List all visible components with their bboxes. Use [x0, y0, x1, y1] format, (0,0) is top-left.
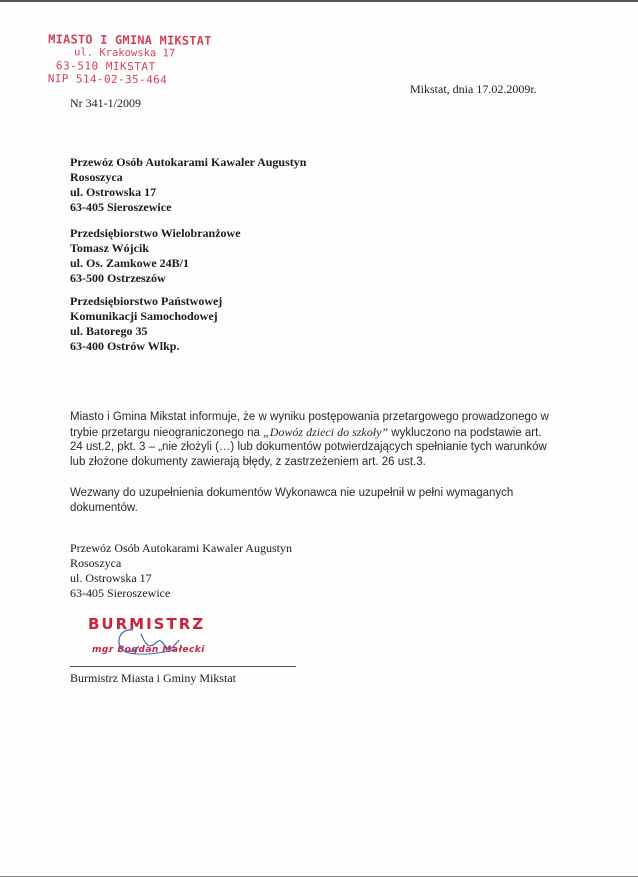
- tender-title: „Dowóz dzieci do szkoły”: [263, 424, 389, 439]
- addressee-block-1: [70, 155, 306, 215]
- signature-line: [70, 666, 296, 667]
- office-stamp: [47, 32, 212, 87]
- body-paragraph-1: [70, 410, 550, 469]
- addressee-line: Przedsiębiorstwo Wielobranżowe: [70, 226, 241, 240]
- top-edge-line: [0, 0, 638, 2]
- addressee-line: 63-405 Sieroszewice: [70, 200, 172, 214]
- addressee-line: Przewóz Osób Autokarami Kawaler Augustyn: [70, 155, 307, 169]
- handwritten-signature: [105, 622, 185, 662]
- addressee-line: ul. Batorego 35: [70, 324, 148, 338]
- excluded-contractor: [70, 541, 292, 601]
- addressee-line: Tomasz Wójcik: [70, 241, 150, 255]
- addressee-line: Rososzyca: [70, 170, 123, 184]
- contractor-line: ul. Ostrowska 17: [70, 571, 152, 585]
- contractor-line: Rososzyca: [70, 556, 122, 570]
- mayor-stamp-name: mgr Bogdan Małecki: [92, 645, 205, 655]
- stamp-line-3: 63-510 MIKSTAT: [55, 59, 156, 74]
- body-paragraph-2: Wezwany do uzupełnienia dokumentów Wykonawca nie uzupełnił w pełni wymaganych dokumentów.: [70, 487, 514, 514]
- mayor-stamp-title: BURMISTRZ: [88, 615, 206, 633]
- body-text: Miasto i Gmina Mikstat informuje, że w wyniku postępowania przetargowego prowadzonego w trybie przetargu nieograniczonego na: [70, 411, 549, 439]
- addressee-line: Komunikacji Samochodowej: [70, 309, 218, 323]
- reference-number: Nr 341-1/2009: [70, 96, 141, 110]
- addressee-line: Przedsiębiorstwo Państwowej: [70, 294, 223, 308]
- stamp-line-1: MIASTO I GMINA MIKSTAT: [48, 32, 212, 48]
- stamp-line-2: ul. Krakowska 17: [74, 46, 176, 60]
- addressee-block-2: [70, 226, 241, 286]
- stamp-line-4: NIP 514-02-35-464: [47, 72, 168, 87]
- place-date: Mikstat, dnia 17.02.2009r.: [410, 82, 537, 96]
- contractor-line: Przewóz Osób Autokarami Kawaler Augustyn: [70, 541, 292, 555]
- addressee-block-3: [70, 294, 222, 354]
- addressee-line: ul. Ostrowska 17: [70, 185, 157, 199]
- contractor-line: 63-405 Sieroszewice: [70, 586, 171, 600]
- letter-body: [70, 410, 550, 469]
- letter-body-2: [70, 486, 550, 515]
- addressee-line: ul. Os. Zamkowe 24B/1: [70, 256, 190, 270]
- addressee-line: 63-500 Ostrzeszów: [70, 271, 166, 285]
- body-text: wykluczono na podstawie art. 24 ust.2, pkt. 3 – „nie złożyli (…) lub dokumentów potwierdzających spełnianie tych warunków lub złożone dokumenty zawierają błędy, z zastrzeżeniem art. 26 ust.3.: [70, 426, 547, 468]
- signature-caption: Burmistrz Miasta i Gminy Mikstat: [70, 671, 236, 685]
- addressee-line: 63-400 Ostrów Wlkp.: [70, 339, 180, 353]
